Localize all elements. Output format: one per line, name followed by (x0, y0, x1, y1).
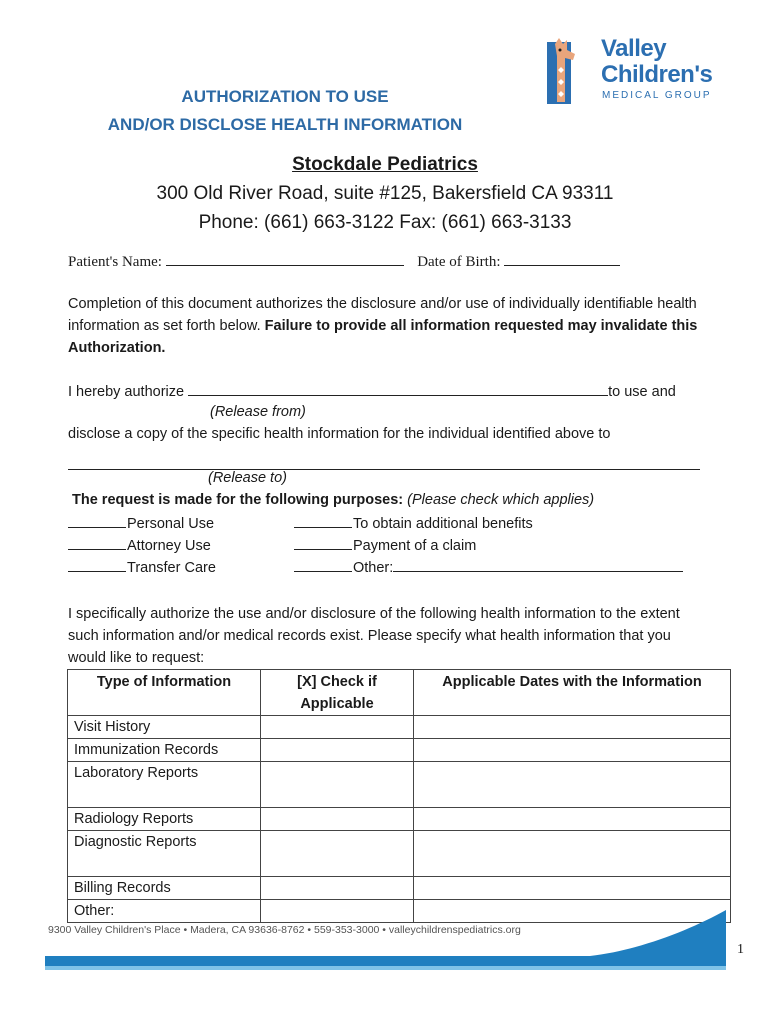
option-additional-benefits[interactable] (294, 515, 533, 532)
option-label: To obtain additional benefits (353, 516, 533, 532)
purpose-hint: (Please check which applies) (407, 492, 595, 508)
option-attorney-use[interactable] (68, 537, 211, 554)
practice-address: 300 Old River Road, suite #125, Bakersfield CA 93311 (156, 183, 614, 204)
authorize-line-2: disclose a copy of the specific health information for the individual identified above to (68, 426, 611, 442)
row-label: Laboratory Reports (68, 762, 261, 808)
logo-text-medical-group: MEDICAL GROUP (602, 90, 712, 101)
dates-cell[interactable] (414, 831, 731, 877)
header-check: [X] Check if Applicable (261, 670, 414, 716)
table-row (68, 831, 731, 877)
release-from-field[interactable] (188, 382, 608, 396)
option-label: Transfer Care (127, 560, 216, 576)
checkbox-line[interactable] (68, 559, 126, 572)
form-title-line1: AUTHORIZATION TO USE (181, 87, 389, 106)
checkbox-line[interactable] (294, 559, 352, 572)
row-label: Billing Records (68, 877, 261, 900)
option-personal-use[interactable] (68, 515, 214, 532)
practice-name: Stockdale Pediatrics (292, 154, 478, 175)
check-cell[interactable] (261, 739, 414, 762)
option-transfer-care[interactable] (68, 559, 216, 576)
intro-warning: Failure to provide all information requested may invalidate this Authorization. (68, 318, 698, 356)
dob-label: Date of Birth: (417, 254, 501, 270)
header-type: Type of Information (68, 670, 261, 716)
table-header-row (68, 670, 731, 716)
check-cell[interactable] (261, 877, 414, 900)
row-label: Immunization Records (68, 739, 261, 762)
authorize-line (68, 382, 676, 400)
release-from-caption: (Release from) (210, 404, 306, 420)
table-row (68, 716, 731, 739)
authorize-suffix: to use and (608, 384, 676, 400)
option-payment-claim[interactable] (294, 537, 476, 554)
table-row (68, 739, 731, 762)
dates-cell[interactable] (414, 739, 731, 762)
dates-cell[interactable] (414, 877, 731, 900)
checkbox-line[interactable] (68, 515, 126, 528)
option-other[interactable] (294, 559, 683, 576)
option-label: Other: (353, 560, 394, 576)
footer-wave-decoration (0, 900, 770, 980)
practice-phone: Phone: (661) 663-3122 Fax: (661) 663-3133 (198, 212, 572, 233)
patient-name-label: Patient's Name: (68, 254, 162, 270)
option-label: Attorney Use (127, 538, 211, 554)
check-cell[interactable] (261, 762, 414, 808)
row-label: Other: (68, 900, 261, 923)
purpose-heading-text: The request is made for the following purposes: (72, 492, 404, 508)
release-to-field[interactable] (68, 453, 700, 470)
patient-name-field[interactable] (166, 252, 404, 266)
authorize-prefix: I hereby authorize (68, 384, 185, 400)
release-to-caption: (Release to) (208, 470, 287, 486)
row-label: Visit History (68, 716, 261, 739)
intro-text: Completion of this document authorizes the disclosure and/or use of individually identifiable health information as set forth below. (68, 296, 697, 334)
logo (545, 36, 735, 108)
logo-text-valley: Valley (601, 35, 667, 62)
logo-text-childrens: Children's (601, 61, 713, 88)
table-row (68, 808, 731, 831)
check-cell[interactable] (261, 716, 414, 739)
dates-cell[interactable] (414, 808, 731, 831)
information-table (67, 669, 731, 923)
row-label: Diagnostic Reports (68, 831, 261, 877)
intro-paragraph (68, 293, 708, 359)
footer-contact: 9300 Valley Children's Place • Madera, CA 93636-8762 • 559-353-3000 • valleychildrenspediatrics.org (48, 924, 521, 936)
purpose-heading (72, 492, 594, 508)
table-row (68, 762, 731, 808)
row-label: Radiology Reports (68, 808, 261, 831)
checkbox-line[interactable] (294, 515, 352, 528)
patient-info-line (68, 252, 620, 271)
giraffe-logo-icon (545, 36, 599, 108)
page-number: 1 (737, 942, 744, 957)
header-dates: Applicable Dates with the Information (414, 670, 731, 716)
checkbox-line[interactable] (294, 537, 352, 550)
other-purpose-field[interactable] (393, 559, 683, 572)
check-cell[interactable] (261, 831, 414, 877)
dates-cell[interactable] (414, 762, 731, 808)
specific-paragraph: I specifically authorize the use and/or disclosure of the following health information to the extent such information and/or medical records exist. Please specify what health information that you would like to request: (68, 606, 680, 666)
form-title-line2: AND/OR DISCLOSE HEALTH INFORMATION (107, 115, 463, 134)
option-label: Payment of a claim (353, 538, 477, 554)
table-row (68, 877, 731, 900)
checkbox-line[interactable] (68, 537, 126, 550)
dob-field[interactable] (504, 252, 620, 266)
check-cell[interactable] (261, 808, 414, 831)
option-label: Personal Use (127, 516, 215, 532)
dates-cell[interactable] (414, 716, 731, 739)
